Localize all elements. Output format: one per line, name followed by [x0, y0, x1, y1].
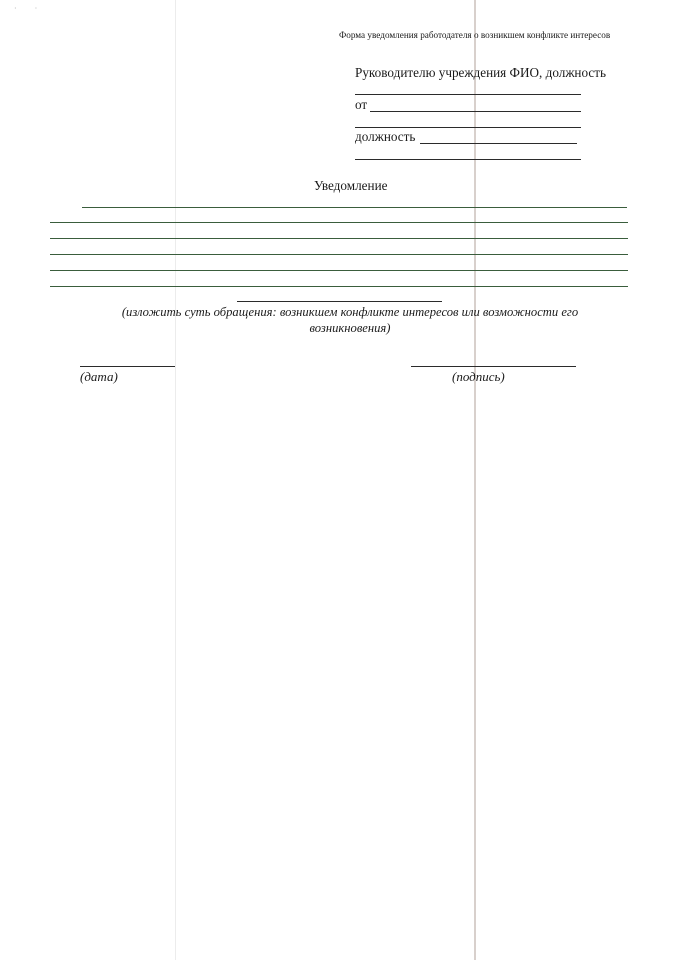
date-caption: (дата): [80, 369, 118, 384]
position-blank-line[interactable]: [420, 143, 577, 144]
notice-heading: Уведомление: [314, 178, 388, 193]
scan-fold-line: [474, 0, 476, 960]
position-blank-line-2[interactable]: [355, 159, 581, 160]
body-blank-line[interactable]: [50, 286, 628, 287]
body-blank-line[interactable]: [50, 254, 628, 255]
body-blank-line[interactable]: [50, 222, 628, 223]
instruction-hint: [80, 304, 620, 336]
signature-blank-line[interactable]: [411, 366, 576, 367]
addressee-line: Руководителю учреждения ФИО, должность: [355, 65, 607, 80]
position-label: должность: [355, 129, 416, 144]
form-title: Форма уведомления работодателя о возникшем конфликте интересов: [339, 30, 611, 40]
signature-caption: (подпись): [452, 369, 505, 384]
from-label: от: [355, 97, 368, 112]
instruction-hint-line-1: (изложить суть обращения: возникшем конфликте интересов или возможности его: [121, 305, 579, 319]
scan-fold-line: [175, 0, 176, 960]
from-blank-line-2[interactable]: [355, 127, 581, 128]
addressee-blank-line[interactable]: [355, 94, 581, 95]
body-blank-line[interactable]: [82, 207, 627, 208]
date-blank-line[interactable]: [80, 366, 175, 367]
scan-artifact-mark: · ·: [14, 4, 46, 13]
body-blank-line[interactable]: [50, 238, 628, 239]
from-blank-line[interactable]: [370, 111, 581, 112]
instruction-hint-line-2: возникновения): [309, 321, 391, 335]
body-blank-line[interactable]: [50, 270, 628, 271]
body-blank-line-short[interactable]: [237, 301, 442, 302]
